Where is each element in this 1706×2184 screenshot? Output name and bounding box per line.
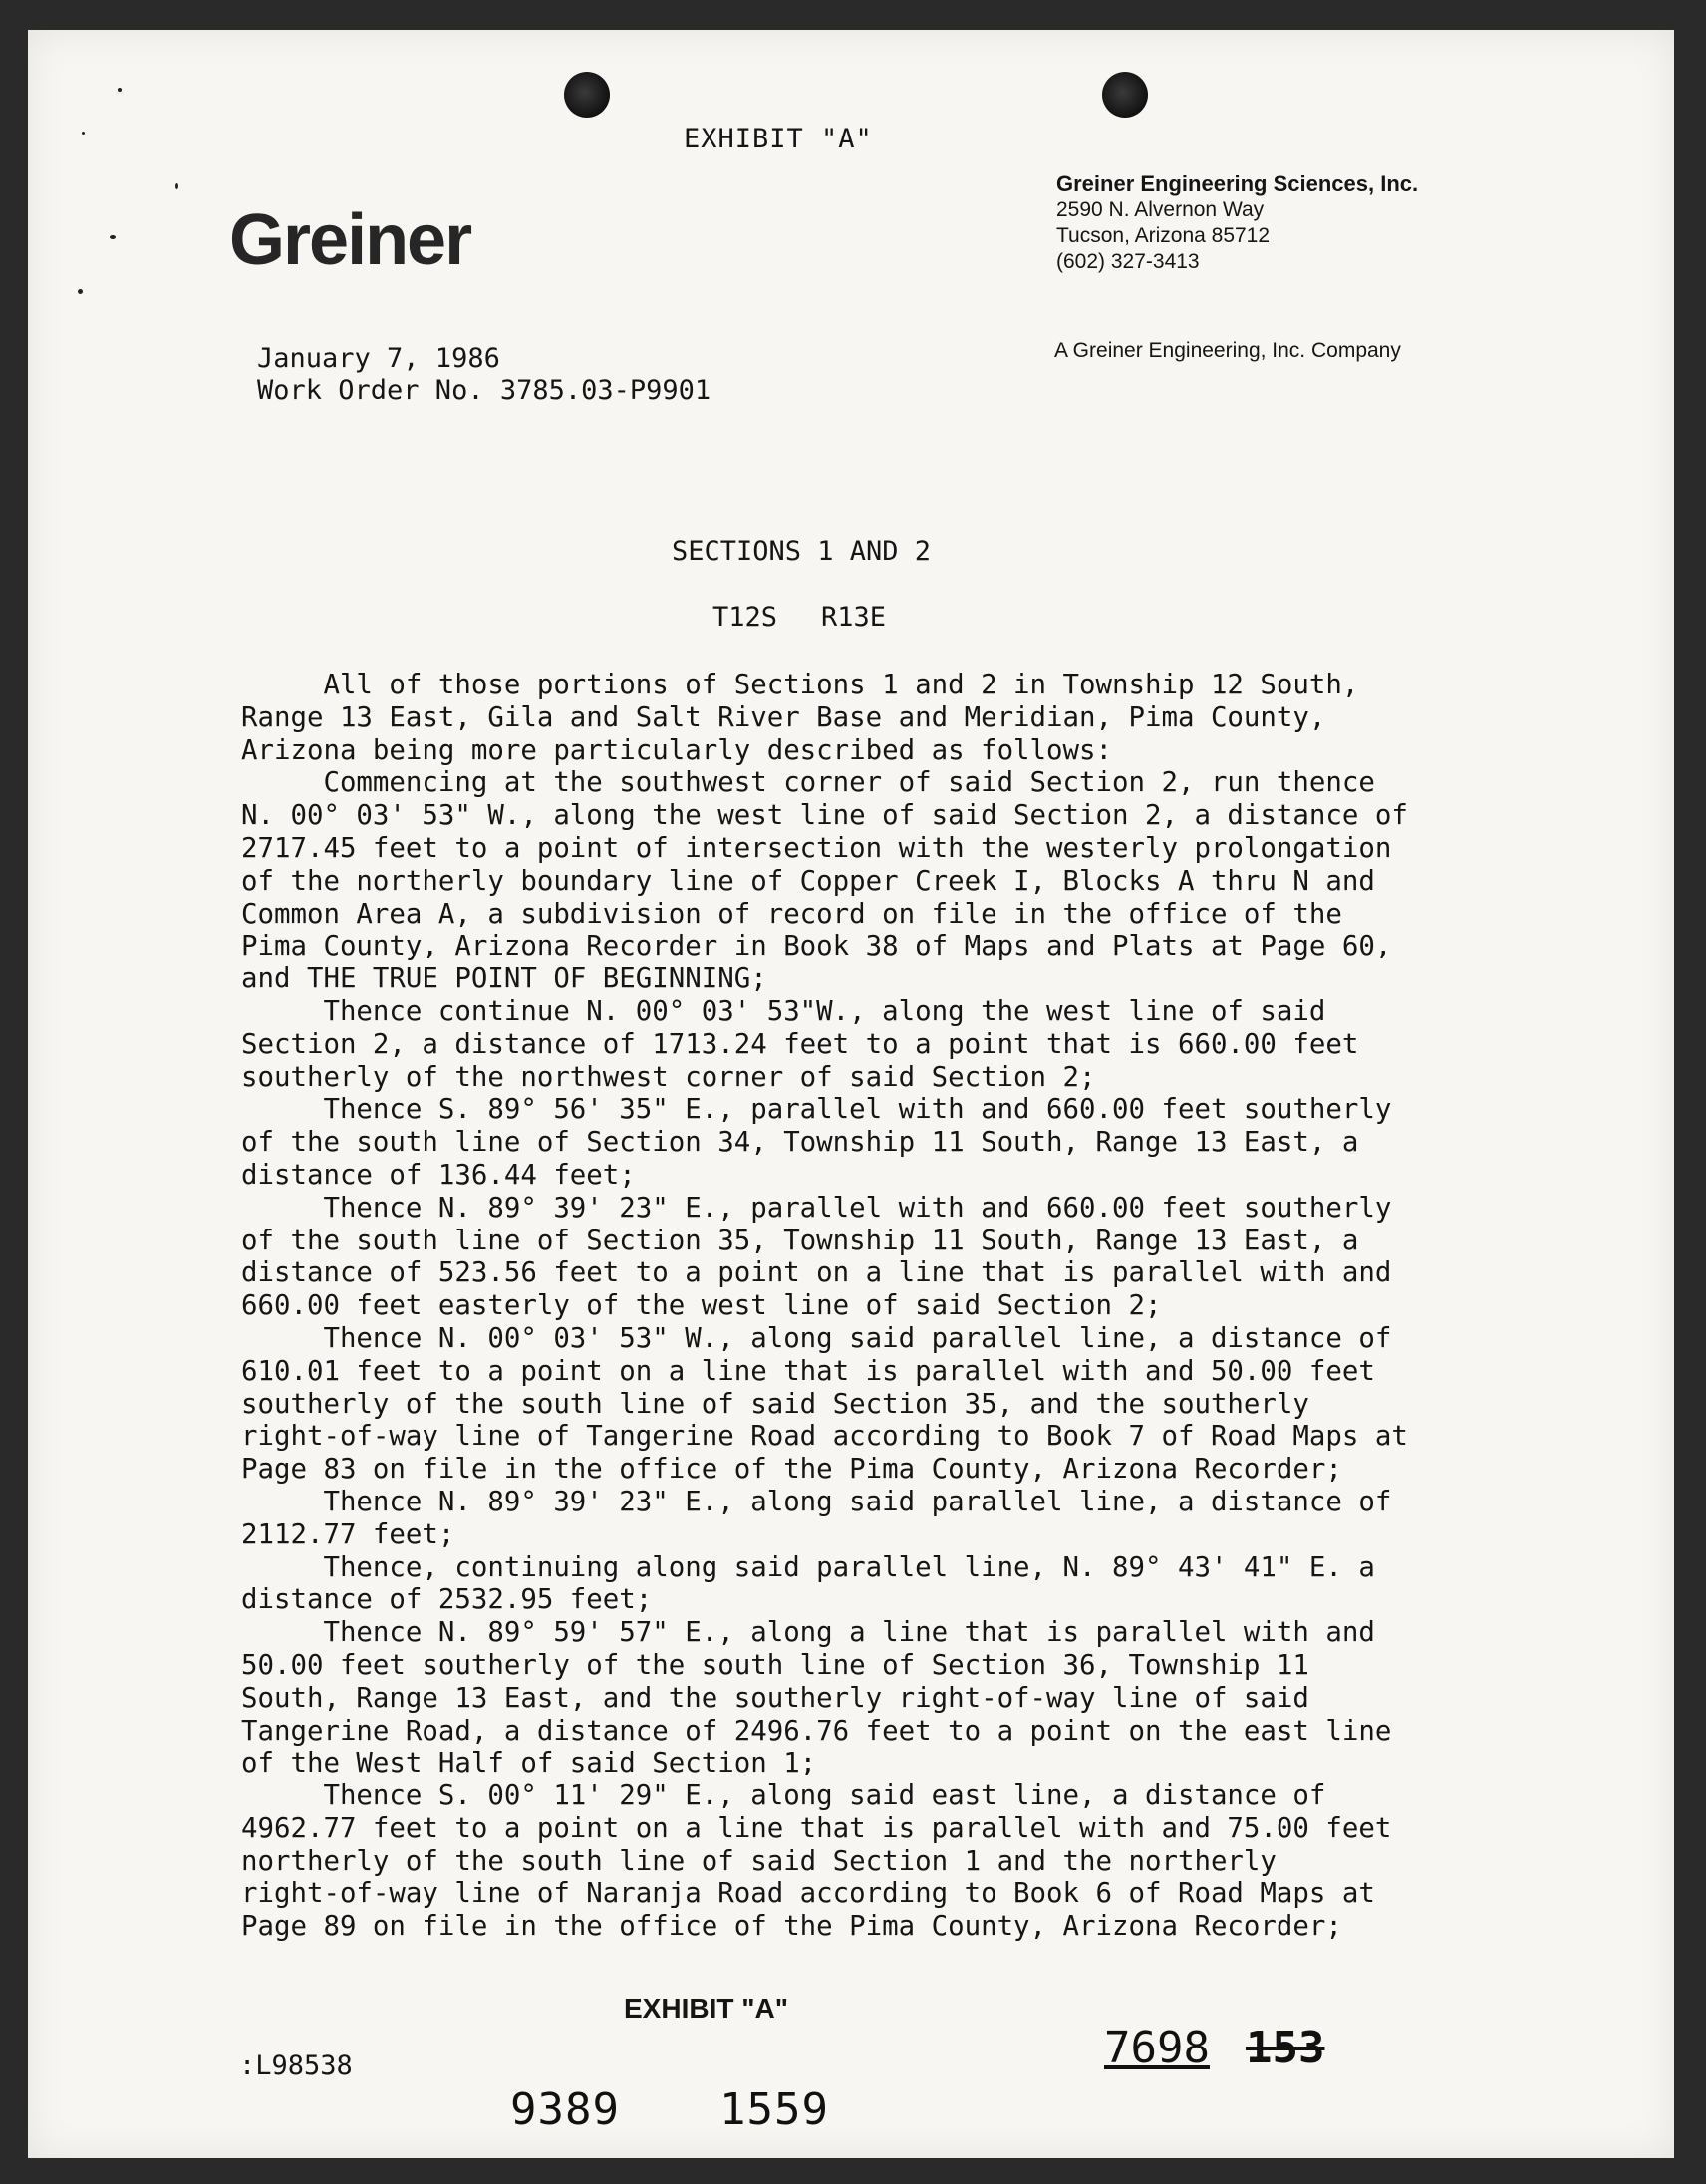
body-line: right-of-way line of Naranja Road according to Book 6 of Road Maps at — [241, 1878, 1375, 1910]
body-line: South, Range 13 East, and the southerly right-of-way line of said — [241, 1682, 1309, 1714]
body-line: N. 00° 03' 53" W., along the west line of said Section 2, a distance of — [241, 800, 1408, 832]
greiner-logo: Greiner — [229, 200, 471, 280]
body-line: of the south line of Section 35, Township 11 South, Range 13 East, a — [241, 1225, 1359, 1256]
company-address-line2: Tucson, Arizona 85712 — [1056, 224, 1271, 247]
company-phone: (602) 327-3413 — [1056, 250, 1200, 273]
docket-number: 9389 — [510, 2084, 620, 2135]
body-line: Thence N. 00° 03' 53" W., along said parallel line, a distance of — [241, 1322, 1392, 1354]
date-block — [257, 343, 711, 407]
body-line: Thence N. 89° 39' 23" E., along said parallel line, a distance of — [241, 1486, 1392, 1517]
docket-page-stamp — [510, 2084, 929, 2135]
body-line: Thence continue N. 00° 03' 53"W., along the west line of said — [241, 995, 1326, 1027]
work-order-number: Work Order No. 3785.03-P9901 — [257, 375, 711, 406]
township-range-heading — [0, 602, 1652, 633]
body-line: Commencing at the southwest corner of said Section 2, run thence — [241, 767, 1375, 799]
body-line: Thence N. 89° 59' 57" E., along a line that is parallel with and — [241, 1617, 1375, 1649]
body-line: All of those portions of Sections 1 and 2 in Township 12 South, — [241, 670, 1359, 700]
body-line: northerly of the south line of said Section 1 and the northerly — [241, 1845, 1277, 1877]
book-struck: 153 — [1245, 2023, 1325, 2073]
document-code: :L98538 — [239, 2050, 353, 2081]
legal-description — [241, 670, 1417, 1944]
body-line: 50.00 feet southerly of the south line of Section 36, Township 11 — [241, 1649, 1309, 1681]
body-line: 4962.77 feet to a point on a line that is parallel with and 75.00 feet — [241, 1812, 1392, 1844]
body-line: of the West Half of said Section 1; — [241, 1748, 817, 1779]
body-line: right-of-way line of Tangerine Road according to Book 7 of Road Maps at — [241, 1421, 1408, 1453]
body-line: 2717.45 feet to a point of intersection with the westerly prolongation — [241, 832, 1392, 864]
body-line: 660.00 feet easterly of the west line of said Section 2; — [241, 1290, 1162, 1322]
body-line: of the northerly boundary line of Copper Creek I, Blocks A thru N and — [241, 865, 1375, 897]
book-current: 7698 — [1104, 2023, 1210, 2073]
sections-heading: SECTIONS 1 AND 2 — [671, 536, 932, 567]
township: T12S — [711, 602, 777, 633]
body-line: Common Area A, a subdivision of record on file in the office of the — [241, 898, 1342, 930]
body-line: distance of 2532.95 feet; — [241, 1584, 653, 1616]
company-parent: A Greiner Engineering, Inc. Company — [1054, 339, 1401, 362]
body-line: Thence S. 89° 56' 35" E., parallel with and 660.00 feet southerly — [241, 1094, 1392, 1126]
body-line: Pima County, Arizona Recorder in Book 38 of Maps and Plats at Page 60, — [241, 931, 1392, 962]
body-line: Section 2, a distance of 1713.24 feet to a point that is 660.00 feet — [241, 1028, 1359, 1060]
body-line: southerly of the northwest corner of said Section 2; — [241, 1061, 1096, 1093]
body-line: Page 83 on file in the office of the Pima County, Arizona Recorder; — [241, 1454, 1342, 1486]
scan-speck — [110, 235, 116, 239]
punch-hole-left — [564, 72, 610, 118]
company-address-block — [1056, 171, 1418, 275]
body-line: Thence S. 00° 11' 29" E., along said east line, a distance of — [241, 1780, 1326, 1812]
range: R13E — [821, 602, 887, 633]
body-line: Tangerine Road, a distance of 2496.76 feet to a point on the east line — [241, 1715, 1392, 1747]
body-line: and THE TRUE POINT OF BEGINNING; — [241, 963, 767, 995]
body-line: 610.01 feet to a point on a line that is parallel with and 50.00 feet — [241, 1355, 1375, 1387]
scan-speck — [118, 88, 122, 92]
punch-hole-right — [1102, 72, 1148, 118]
page-number: 1559 — [718, 2084, 829, 2135]
body-line: southerly of the south line of said Section 35, and the southerly — [241, 1388, 1309, 1420]
body-line: distance of 136.44 feet; — [241, 1159, 636, 1191]
company-name: Greiner Engineering Sciences, Inc. — [1056, 171, 1419, 196]
body-line: of the south line of Section 34, Township 11 South, Range 13 East, a — [241, 1127, 1359, 1159]
exhibit-label-bottom: EXHIBIT "A" — [624, 1993, 789, 2024]
body-line: Thence N. 89° 39' 23" E., parallel with and 660.00 feet southerly — [241, 1192, 1392, 1224]
body-line: Range 13 East, Gila and Salt River Base and Meridian, Pima County, — [241, 701, 1326, 733]
body-line: Arizona being more particularly described as follows: — [241, 734, 1112, 766]
scan-speck — [78, 289, 83, 294]
book-number — [1104, 2023, 1324, 2073]
body-line: distance of 523.56 feet to a point on a line that is parallel with and — [241, 1257, 1392, 1289]
document-date: January 7, 1986 — [257, 343, 500, 374]
body-line: Thence, continuing along said parallel line, N. 89° 43' 41" E. a — [241, 1551, 1375, 1583]
scan-speck — [82, 132, 85, 135]
body-line: 2112.77 feet; — [241, 1518, 455, 1550]
exhibit-label-top: EXHIBIT "A" — [684, 124, 873, 154]
company-address-line1: 2590 N. Alvernon Way — [1056, 198, 1265, 221]
scan-speck — [175, 183, 178, 189]
body-line: Page 89 on file in the office of the Pima County, Arizona Recorder; — [241, 1911, 1342, 1943]
